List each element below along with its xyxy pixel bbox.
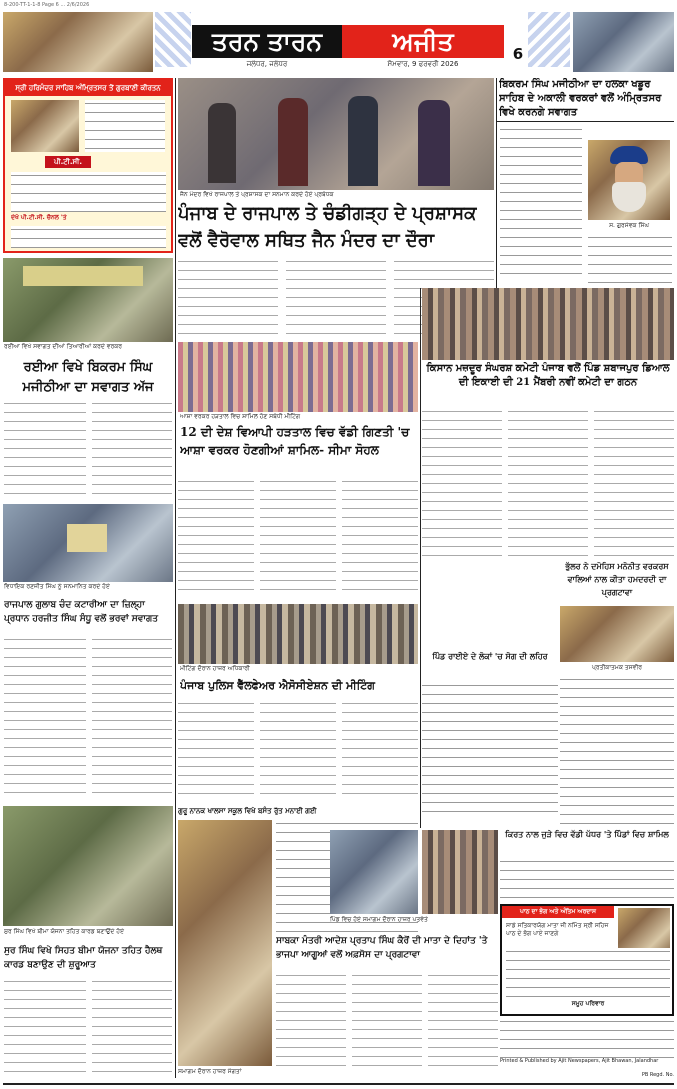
masthead-subtitle: ਜਲੰਧਰ, ਜਲੰਧਰ xyxy=(246,60,288,68)
golden-temple-photo xyxy=(11,100,79,152)
page-number: 6 xyxy=(512,45,524,63)
ptc-ad xyxy=(3,78,173,253)
bottom-center-caption: ਪਿੰਡ ਵਿਚ ਹੋਏ ਸਮਾਗਮ ਦੌਰਾਨ ਹਾਜ਼ਰ ਪਤਵੰਤੇ xyxy=(330,916,428,923)
footer-imprint-lines xyxy=(500,1018,674,1058)
left-mid-plaque xyxy=(67,524,107,552)
ad-right-caption: ਪ੍ਰਤੀਕਾਤਮਕ ਤਸਵੀਰ xyxy=(592,664,642,671)
obituary-body: ਸਾਡੇ ਸਤਿਕਾਰਯੋਗ ਮਾਤਾ ਜੀ ਨਮਿੱਤ ਸ੍ਰੀ ਸਹਿਜ ਪਾਠ ਦੇ ਭੋਗ ਪਾਏ ਜਾਣਗੇ xyxy=(506,922,609,937)
raiya-headline: ਰਈਆ ਵਿਖੇ ਬਿਕਰਮ ਸਿੰਘ ਮਜੀਠੀਆ ਦਾ ਸਵਾਗਤ ਅੱਜ xyxy=(22,360,154,395)
right-top-headline-wrap xyxy=(497,78,674,122)
left-mid-caption: ਵਿਧਾਇਕ ਰਣਜੀਤ ਸਿੰਘ ਨੂੰ ਸਨਮਾਨਿਤ ਕਰਦੇ ਹੋਏ xyxy=(4,583,110,590)
lead-photo-figure-3 xyxy=(348,96,378,186)
header-pattern-right xyxy=(528,12,570,67)
lead-photo xyxy=(178,78,494,190)
kirtan-right-headline: ਕਿਰਤ ਨਾਲ ਜੁੜੇ ਵਿਚ ਵੱਡੀ ਪੱਧਰ 'ਤੇ ਪਿੰਡਾਂ ਵਿਚ ਸ਼ਾਮਿਲ xyxy=(505,829,669,839)
kisan-body xyxy=(422,408,674,558)
strike-headline: 12 ਦੀ ਦੇਸ਼ ਵਿਆਪੀ ਹੜਤਾਲ ਵਿਚ ਵੱਡੀ ਗਿਣਤੀ 'ਚ ਆਸ਼ਾ ਵਰਕਰ ਹੋਣਗੀਆਂ ਸ਼ਾਮਿਲ- ਸੀਮਾ ਸੋਹਲ xyxy=(180,425,410,457)
kisan-headline: ਕਿਸਾਨ ਮਜ਼ਦੂਰ ਸੰਘਰਸ਼ ਕਮੇਟੀ ਪੰਜਾਬ ਵਲੋਂ ਪਿੰਡ ਸ਼ਬਾਜਪੁਰ ਡਿਆਲ ਦੀ ਇਕਾਈ ਦੀ 21 ਮੈਂਬਰੀ ਨਵੀਂ ਕਮੇਟੀ ਦਾ ਗਠਨ xyxy=(426,363,670,388)
right-top-portrait xyxy=(588,140,670,220)
gurdwara-caption: ਸਮਾਗਮ ਦੌਰਾਨ ਹਾਜ਼ਰ ਸੰਗਤਾਂ xyxy=(178,1068,242,1075)
strike-photo xyxy=(178,342,418,412)
header-photo-right xyxy=(573,12,674,72)
right-top-headline: ਬਿਕਰਮ ਸਿੰਘ ਮਜੀਠੀਆ ਦਾ ਹਲਕਾ ਖਡੂਰ ਸਾਹਿਬ ਦੇ ਅਕਾਲੀ ਵਰਕਰਾਂ ਵਲੋਂ ਅੰਮ੍ਰਿਤਸਰ ਵਿਖੇ ਕਰਨਗੇ ਸਵਾਗਤ xyxy=(499,79,662,118)
strike-caption: ਆਸ਼ਾ ਵਰਕਰ ਹੜਤਾਲ ਵਿਚ ਸ਼ਾਮਿਲ ਹੋਣ ਸਬੰਧੀ ਮੀਟਿੰਗ xyxy=(180,413,301,420)
bottom-center-body xyxy=(276,972,498,1072)
lead-photo-figure-4 xyxy=(418,100,450,186)
ad-right-body xyxy=(560,676,674,826)
rule-left xyxy=(175,78,176,1078)
rule-mid xyxy=(420,288,421,828)
obituary-lines xyxy=(506,948,670,998)
left-mid-photo xyxy=(3,504,173,582)
rule-right xyxy=(496,78,497,288)
header-photo-left xyxy=(3,12,153,72)
ptc-badge: ਪੀ.ਟੀ.ਸੀ. xyxy=(45,156,91,168)
obituary-footer: ਸਮੂਹ ਪਰਿਵਾਰ xyxy=(571,1000,605,1007)
ptc-schedule xyxy=(11,172,166,212)
lead-photo-figure-1 xyxy=(208,103,236,183)
raiya-body xyxy=(4,400,172,500)
masthead-title-right: ਅਜੀਤ xyxy=(392,27,454,56)
bottom-left-photo xyxy=(3,806,173,926)
portrait-beard xyxy=(612,182,646,212)
bottom-left-headline: ਸੁਰ ਸਿੰਘ ਵਿਖੇ ਸਿਹਤ ਬੀਮਾ ਯੋਜਨਾ ਤਹਿਤ ਹੈਲਥ ਕਾਰਡ ਬਣਾਉਣ ਦੀ ਸ਼ੁਰੂਆਤ xyxy=(4,946,163,970)
bottom-center-headline: ਸਾਬਕਾ ਮੰਤਰੀ ਆਦੇਸ਼ ਪ੍ਰਤਾਪ ਸਿੰਘ ਕੈਰੋਂ ਦੀ ਮਾਤਾ ਦੇ ਦਿਹਾਂਤ 'ਤੇ ਭਾਜਪਾ ਆਗੂਆਂ ਵਲੋਂ ਅਫ਼ਸੋਸ ਦਾ ਪ੍ਰਗਟਾਵਾ xyxy=(276,936,488,960)
obituary-title: ਪਾਠ ਦਾ ਭੋਗ ਅਤੇ ਅੰਤਿਮ ਅਰਦਾਸ xyxy=(502,906,614,918)
right-top-body-right xyxy=(588,234,672,284)
police-caption: ਮੀਟਿੰਗ ਦੌਰਾਨ ਹਾਜ਼ਰ ਅਧਿਕਾਰੀ xyxy=(180,665,250,672)
masthead-title-left: ਤਰਨ ਤਾਰਨ xyxy=(211,27,323,56)
kisan-photo xyxy=(422,288,674,360)
print-line: 8-200-TT-1-1-8 Page 6 ... 2/6/2026 xyxy=(4,2,90,8)
masthead-left-block xyxy=(192,25,342,58)
bottom-left-body xyxy=(4,978,172,1072)
bhullar-photo xyxy=(560,606,674,662)
police-photo xyxy=(178,604,418,664)
ptc-note: ਦੇਖੋ ਪੀ.ਟੀ.ਸੀ. ਚੈਨਲ 'ਤੇ xyxy=(11,214,67,221)
raiya-banner xyxy=(23,266,143,286)
ptc-ad-title: ਸ੍ਰੀ ਹਰਿਮੰਦਰ ਸਾਹਿਬ ਅੰਮ੍ਰਿਤਸਰ ਤੋਂ ਗੁਰਬਾਣੀ ਕੀਰਤਨ xyxy=(5,80,171,96)
school-body xyxy=(422,682,558,812)
raiya-caption: ਰਈਆ ਵਿਖੇ ਸਵਾਗਤ ਦੀਆਂ ਤਿਆਰੀਆਂ ਕਰਦੇ ਵਰਕਰ xyxy=(4,343,123,350)
right-top-body-left xyxy=(500,126,582,276)
raiya-photo xyxy=(3,258,173,342)
lead-photo-figure-2 xyxy=(278,98,308,186)
right-top-photo-caption: ਸ. ਗੁਰਸੇਵਕ ਸਿੰਘ xyxy=(609,222,649,229)
obituary-box xyxy=(500,904,674,1016)
gurdwara-headline: ਗੁਰੂ ਨਾਨਕ ਖਾਲਸਾ ਸਕੂਲ ਵਿਖੇ ਬਸੰਤ ਰੁੱਤ ਮਨਾਈ ਗਈ xyxy=(178,806,317,815)
footer-bar xyxy=(3,1083,674,1085)
masthead-right-block xyxy=(342,25,504,58)
police-body xyxy=(178,700,418,800)
masthead xyxy=(192,25,504,71)
ptc-ad-text xyxy=(85,100,165,152)
strike-body xyxy=(178,478,418,598)
gurdwara-photo xyxy=(178,820,272,1066)
lead-caption: ਜੈਨ ਮੰਦਰ ਵਿਖੇ ਰਾਜਪਾਲ ਤੇ ਪ੍ਰਸ਼ਾਸਕ ਦਾ ਸਨਮਾਨ ਕਰਦੇ ਹੋਏ ਪ੍ਰਬੰਧਕ xyxy=(180,191,334,198)
police-headline: ਪੰਜਾਬ ਪੁਲਿਸ ਵੈੱਲਫੇਅਰ ਐਸੋਸੀਏਸ਼ਨ ਦੀ ਮੀਟਿੰਗ xyxy=(180,679,375,692)
left-mid-body xyxy=(4,636,172,796)
bottom-center-photo-2 xyxy=(422,830,498,914)
header-pattern-left xyxy=(155,12,191,67)
bottom-left-caption: ਸੁਰ ਸਿੰਘ ਵਿਖੇ ਬੀਮਾ ਯੋਜਨਾ ਤਹਿਤ ਕਾਰਡ ਬਣਾਉਂਦੇ ਹੋਏ xyxy=(4,928,124,935)
bottom-center-photo-1 xyxy=(330,830,418,914)
left-mid-headline: ਰਾਜਪਾਲ ਗੁਲਾਬ ਚੰਦ ਕਟਾਰੀਆ ਦਾ ਜ਼ਿਲ੍ਹਾ ਪ੍ਰਧਾਨ ਹਰਜੀਤ ਸਿੰਘ ਸੰਧੂ ਵਲੋਂ ਭਰਵਾਂ ਸਵਾਗਤ xyxy=(4,600,158,624)
lead-headline: ਪੰਜਾਬ ਦੇ ਰਾਜਪਾਲ ਤੇ ਚੰਡੀਗੜ੍ਹ ਦੇ ਪ੍ਰਸ਼ਾਸਕ ਵਲੋਂ ਵੈਰੋਵਾਲ ਸਥਿਤ ਜੈਨ ਮੰਦਰ ਦਾ ਦੌਰਾ xyxy=(178,203,477,251)
kirtan-right-body xyxy=(500,858,674,900)
footer-page: PB Regd. No. xyxy=(641,1072,674,1078)
bhullar-headline: ਭੁੱਲਰ ਨੇ ਦਮੋਹਿਸ ਮਨੋਨੀਤ ਵਰਕਰਸ ਵਾਲਿਆਂ ਨਾਲ ਕੀਤਾ ਹਮਦਰਦੀ ਦਾ ਪ੍ਰਗਟਾਵਾ xyxy=(565,561,669,597)
school-headline: ਪਿੰਡ ਰਾਈਏ ਦੇ ਲੋਕਾਂ 'ਚ ਸੋਗ ਦੀ ਲਹਿਰ xyxy=(432,651,548,661)
footer-printed: Printed & Published by Ajit Newspapers, Ajit Bhawan, Jalandhar xyxy=(500,1058,659,1064)
ptc-footer-lines xyxy=(11,226,166,248)
masthead-date: ਸੋਮਵਾਰ, 9 ਫਰਵਰੀ 2026 xyxy=(387,60,459,68)
